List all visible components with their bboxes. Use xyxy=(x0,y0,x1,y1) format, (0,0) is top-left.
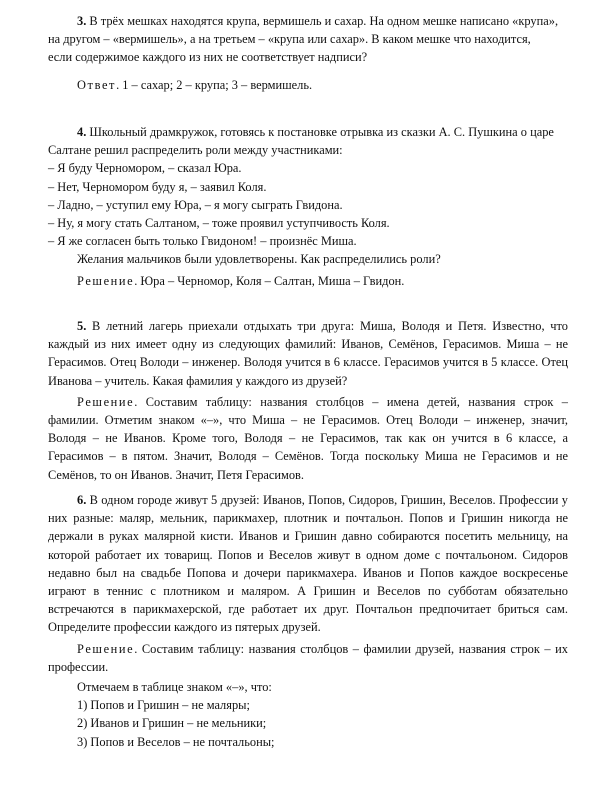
problem-5-number: 5. xyxy=(77,319,87,333)
problem-4-line: Салтане решил распределить роли между участниками: xyxy=(48,143,343,158)
problem-6-statement: 6. В одном городе живут 5 друзей: Иванов, Попов, Сидоров, Гришин, Веселов. Профессии у них разные: маляр, мельник, парикмахер, плотник и почтальон. Попов и Гришин никогда не держали в руках малярной кисти. Иванов и Гришин давно собираются посетить мельницу, на которой работает их товарищ. Попов и Веселов живут в одном доме с почтальоном. Сидоров недавно был на свадьбе Попова и дочери парикмахера. Иванов и Попов каждое воскресенье играют в теннис с плотником и маляром. А Гришин и Веселов по субботам обязательно встречаются в парикмахерской, где работает их друг. Почтальон предпочитает бриться сам. Определите профессии каждого из пятерых друзей. xyxy=(48,493,568,635)
problem-3-line: если содержимое каждого из них не соответствует надписи? xyxy=(48,50,368,65)
problem-4-solution: Решение. Юра – Черномор, Коля – Салтан, Миша – Гвидон. xyxy=(77,273,405,288)
problem-5-statement: 5. В летний лагерь приехали отдыхать три друга: Миша, Володя и Петя. Известно, что каждый из них имеет одну из следующих фамилий: Иванов, Семёнов, Герасимов. Миша – не Герасимов. Отец Володи – инженер. Володя учится в 6 классе. Герасимов учится в 5 классе. Отец Иванова – учитель. Какая фамилия у каждого из друзей? xyxy=(48,319,568,388)
problem-3-number: 3. xyxy=(77,14,87,28)
problem-6-solution: Решение. Составим таблицу: названия столбцов – фамилии друзей, названия строк – их профессии. xyxy=(48,641,568,674)
problem-6-list-item: 1) Попов и Гришин – не маляры; xyxy=(77,698,250,713)
solution-label: Решение xyxy=(77,641,135,656)
problem-4 xyxy=(48,123,568,290)
problem-6-list-intro: Отмечаем в таблице знаком «–», что: xyxy=(77,680,272,695)
problem-5 xyxy=(48,317,568,484)
dialogue-line: – Я же согласен быть только Гвидоном! – произнёс Миша. xyxy=(48,234,357,249)
dialogue-line: – Нет, Черномором буду я, – заявил Коля. xyxy=(48,179,267,194)
problem-3-answer: Ответ. 1 – сахар; 2 – крупа; 3 – вермишель. xyxy=(77,77,313,92)
problem-6 xyxy=(48,491,568,751)
problem-4-number: 4. xyxy=(77,125,87,139)
problem-3-line: на другом – «вермишель», а на третьем – «крупа или сахар». В каком мешке что находится, xyxy=(48,32,531,47)
problem-4-question: Желания мальчиков были удовлетворены. Как распределились роли? xyxy=(77,252,441,267)
problem-3-statement: 3. В трёх мешках находятся крупа, вермишель и сахар. На одном мешке написано «крупа», xyxy=(77,14,559,28)
problem-4-statement: 4. Школьный драмкружок, готовясь к постановке отрывка из сказки А. С. Пушкина о царе xyxy=(77,125,554,139)
solution-label: Решение xyxy=(77,273,135,288)
problem-6-list-item: 2) Иванов и Гришин – не мельники; xyxy=(77,716,267,731)
answer-label: Ответ xyxy=(77,77,117,92)
dialogue-line: – Я буду Черномором, – сказал Юра. xyxy=(48,161,242,176)
problem-6-list-item: 3) Попов и Веселов – не почтальоны; xyxy=(77,734,275,749)
problem-3 xyxy=(48,12,568,94)
dialogue-line: – Ну, я могу стать Салтаном, – тоже проявил уступчивость Коля. xyxy=(48,216,390,231)
problem-5-solution: Решение. Составим таблицу: названия столбцов – имена детей, названия строк – фамилии. Отметим знаком «–», что Миша – не Герасимов. Отец Володи – инженер, значит, Володя – не Иванов. Кроме того, Володя – не Герасимов, так как он учится в 6 классе, а Герасимов – в пятом. Значит, Володя – Семёнов. Тогда поскольку Миша не Герасимов и не Семёнов, то он Иванов. Значит, Петя Герасимов. xyxy=(48,394,568,482)
solution-label: Решение xyxy=(77,394,135,409)
dialogue-line: – Ладно, – уступил ему Юра, – я могу сыграть Гвидона. xyxy=(48,197,343,212)
problem-6-number: 6. xyxy=(77,493,87,507)
